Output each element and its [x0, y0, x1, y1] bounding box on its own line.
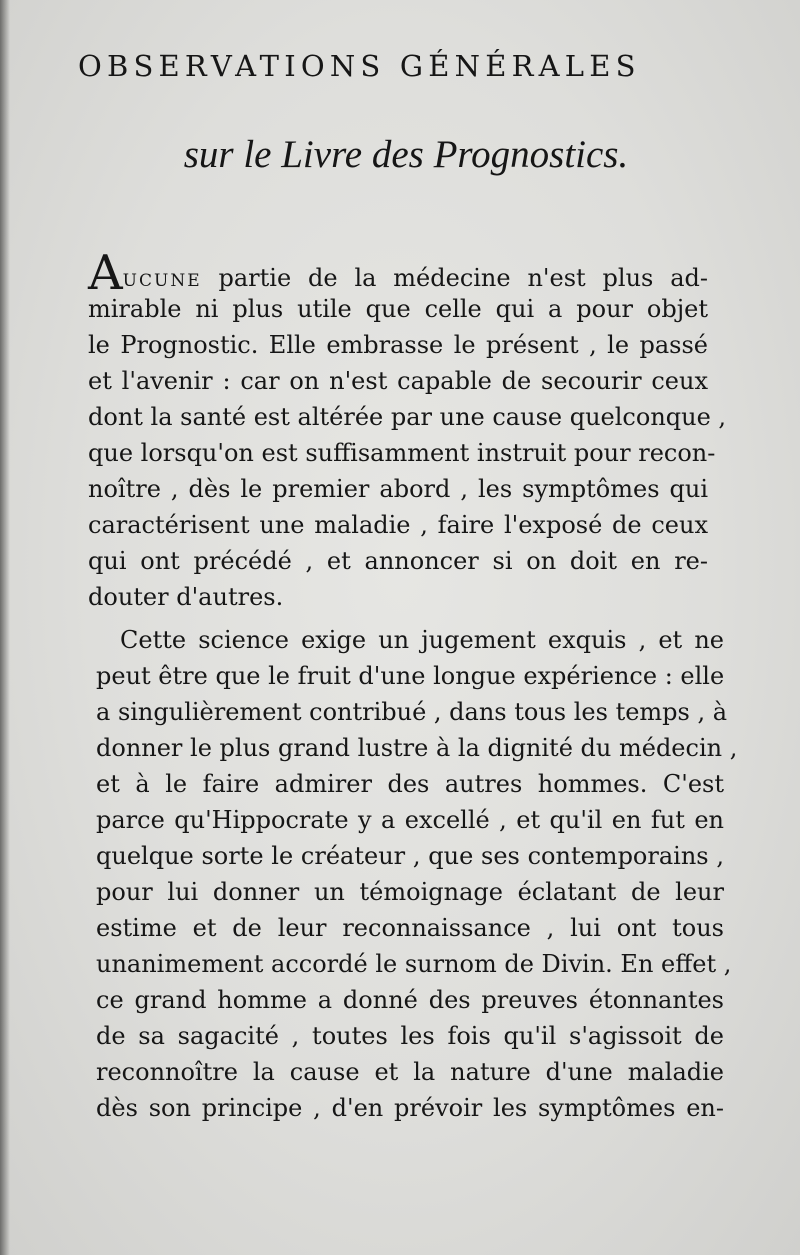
paragraph-line: donner le plus grand lustre à la dignité du médecin ,: [96, 734, 738, 762]
paragraph-line: quelque sorte le créateur , que ses contemporains ,: [96, 842, 724, 870]
chapter-subtitle: sur le Livre des Prognostics.: [183, 133, 629, 176]
paragraph-line: estime et de leur reconnaissance , lui ont tous: [96, 914, 724, 942]
paragraph-line: et à le faire admirer des autres hommes. C'est: [96, 770, 724, 798]
paragraph-line: douter d'autres.: [88, 583, 284, 611]
chapter-title: OBSERVATIONS GÉNÉRALES: [78, 49, 641, 83]
paragraph-line: et l'avenir : car on n'est capable de secourir ceux: [88, 367, 708, 395]
paragraph-1: [88, 245, 727, 615]
paragraph-line: unanimement accordé le surnom de Divin. En effet ,: [96, 950, 732, 978]
paragraph-2: [96, 622, 738, 1126]
paragraph-line: pour lui donner un témoignage éclatant de leur: [96, 878, 724, 906]
paragraph-line: que lorsqu'on est suffisamment instruit pour recon-: [88, 439, 716, 467]
paragraph-line: de sa sagacité , toutes les fois qu'il s'agissoit de: [96, 1022, 724, 1050]
paragraph-line: reconnoître la cause et la nature d'une maladie: [96, 1058, 724, 1086]
paragraph-line: Cette science exige un jugement exquis , et ne: [120, 626, 724, 654]
paragraph-line: le Prognostic. Elle embrasse le présent , le passé: [88, 331, 708, 359]
paragraph-line: caractérisent une maladie , faire l'exposé de ceux: [88, 511, 708, 539]
paragraph-line: noître , dès le premier abord , les symptômes qui: [88, 475, 708, 503]
paragraph-line: peut être que le fruit d'une longue expérience : elle: [96, 662, 725, 690]
paragraph-line: a singulièrement contribué , dans tous les temps , à: [96, 698, 728, 726]
paragraph-line: mirable ni plus utile que celle qui a pour objet: [88, 295, 708, 323]
small-caps-word: UCUNE: [122, 271, 202, 291]
paragraph-line: parce qu'Hippocrate y a excellé , et qu'il en fut en: [96, 806, 724, 834]
paragraph-line-text: partie de la médecine n'est plus ad-: [201, 264, 708, 292]
paragraph-line: qui ont précédé , et annoncer si on doit en re-: [88, 547, 708, 575]
paragraph-line: ce grand homme a donné des preuves étonnantes: [96, 986, 724, 1014]
paragraph-line: dont la santé est altérée par une cause quelconque ,: [88, 403, 727, 431]
paragraph-line: [88, 245, 708, 301]
paragraph-line: dès son principe , d'en prévoir les symptômes en-: [96, 1094, 724, 1122]
drop-cap: A: [88, 245, 123, 301]
